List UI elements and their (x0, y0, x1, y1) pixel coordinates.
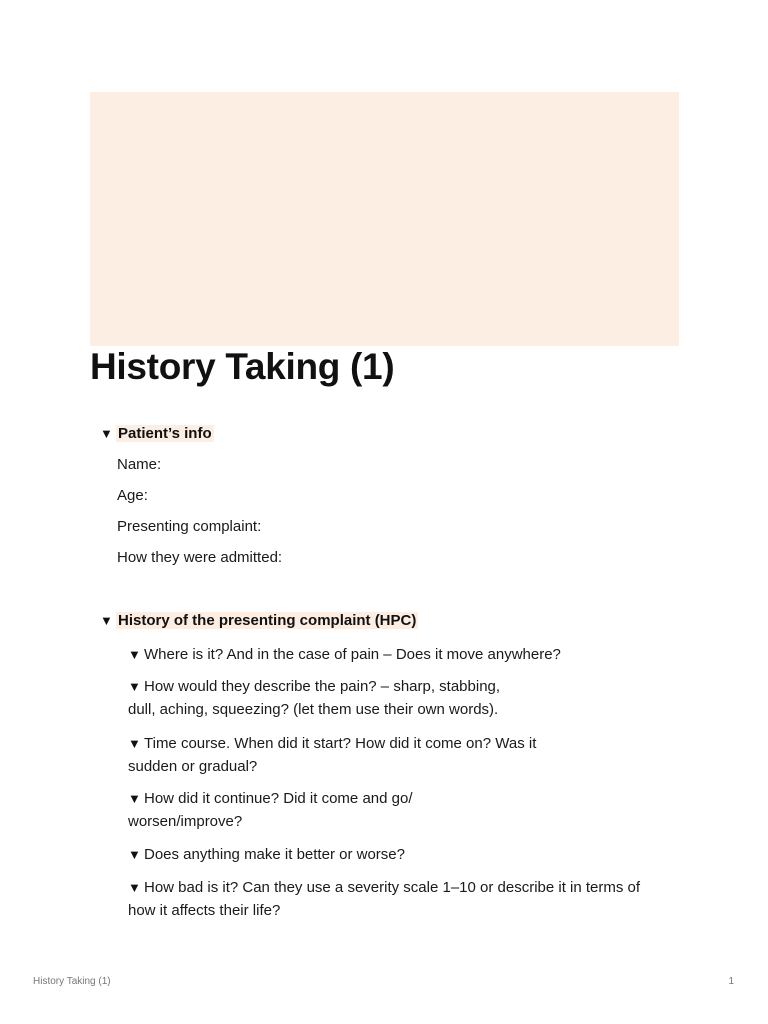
field-presenting-complaint: Presenting complaint: (117, 518, 262, 535)
question-text: how it affects their life? (128, 902, 281, 919)
question-text: How bad is it? Can they use a severity scale 1–10 or describe it in terms of (144, 879, 641, 896)
question-text: dull, aching, squeezing? (let them use their own words). (128, 701, 499, 718)
toggle-question-time-course[interactable] (128, 732, 678, 778)
triangle-down-icon[interactable]: ▼ (128, 847, 141, 862)
toggle-heading-hpc: History of the presenting complaint (HPC) (118, 612, 417, 629)
triangle-down-icon[interactable]: ▼ (128, 880, 141, 895)
toggle-hpc[interactable] (100, 611, 418, 631)
toggle-patient-info[interactable] (100, 424, 214, 444)
triangle-down-icon[interactable]: ▼ (128, 791, 141, 806)
field-admission: How they were admitted: (117, 549, 283, 566)
question-text: sudden or gradual? (128, 758, 258, 775)
triangle-down-icon[interactable]: ▼ (128, 647, 141, 662)
toggle-question-character[interactable] (128, 675, 678, 721)
field-name: Name: (117, 456, 162, 473)
question-text: How did it continue? Did it come and go/ (144, 790, 413, 807)
page-title: History Taking (1) (90, 346, 395, 387)
triangle-down-icon[interactable]: ▼ (100, 426, 113, 441)
triangle-down-icon[interactable]: ▼ (128, 736, 141, 751)
toggle-question-location[interactable] (128, 643, 678, 666)
cover-image (90, 92, 679, 346)
question-text: Time course. When did it start? How did it come on? Was it (144, 735, 537, 752)
question-text: worsen/improve? (128, 813, 243, 830)
question-text: How would they describe the pain? – sharp, stabbing, (144, 678, 501, 695)
toggle-heading-patient-info: Patient’s info (118, 425, 212, 442)
question-text: Where is it? And in the case of pain – Does it move anywhere? (144, 646, 561, 663)
question-text: Does anything make it better or worse? (144, 846, 405, 863)
toggle-question-continuation[interactable] (128, 787, 678, 833)
field-age: Age: (117, 487, 148, 504)
footer-title: History Taking (1) (33, 976, 111, 987)
toggle-question-severity[interactable] (128, 876, 678, 922)
triangle-down-icon[interactable]: ▼ (128, 679, 141, 694)
triangle-down-icon[interactable]: ▼ (100, 613, 113, 628)
footer-page-number: 1 (728, 976, 734, 987)
toggle-question-modifiers[interactable] (128, 843, 678, 866)
